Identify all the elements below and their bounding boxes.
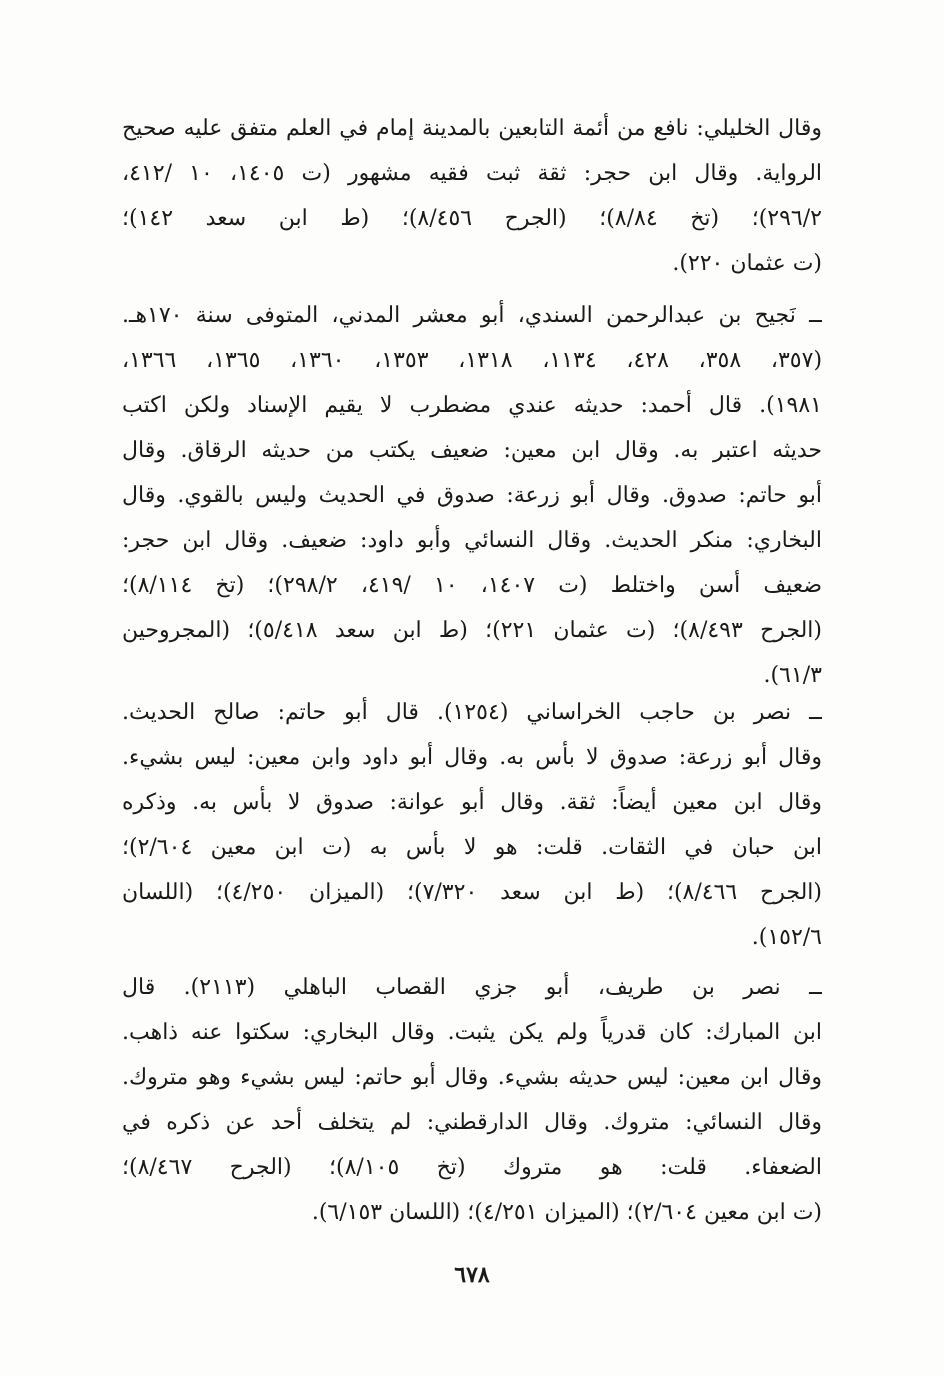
- text-line: ١٩٨١). قال أحمد: حديثه عندي مضطرب لا يقيم الإسناد ولكن اكتب: [122, 393, 822, 418]
- page-number: ٦٧٨: [454, 1262, 490, 1288]
- text-line: حديثه اعتبر به. وقال ابن معين: ضعيف يكتب من حديثه الرقاق. وقال: [122, 438, 822, 463]
- text-line: وقال ابن معين أيضاً: ثقة. وقال أبو عوانة: صدوق لا بأس به. وذكره: [122, 790, 822, 815]
- text-line: (ت عثمان ٢٢٠).: [672, 251, 822, 276]
- text-line: الرواية. وقال ابن حجر: ثقة ثبت فقيه مشهور (ت ١٤٠٥، ١٠ /٤١٢،: [122, 161, 822, 186]
- narrator-entry-nasr-hajib: [122, 690, 822, 960]
- text-line: ــ نَجيح بن عبدالرحمن السندي، أبو معشر المدني، المتوفى سنة ١٧٠هـ.: [122, 303, 822, 328]
- text-line: (٣٥٧، ٣٥٨، ٤٢٨، ١١٣٤، ١٣١٨، ١٣٥٣، ١٣٦٠، ١٣٦٥، ١٣٦٦،: [122, 348, 822, 373]
- text-line: ــ نصر بن حاجب الخراساني (١٢٥٤). قال أبو حاتم: صالح الحديث.: [122, 700, 822, 725]
- text-line: ــ نصر بن طريف، أبو جزي القصاب الباهلي (٢١١٣). قال: [122, 975, 822, 1000]
- text-line: ٢٩٦/٢)؛ (تخ ٨/٨٤)؛ (الجرح ٨/٤٥٦)؛ (ط ابن سعد ١٤٢)؛: [122, 206, 822, 231]
- text-line: وقال أبو زرعة: صدوق لا بأس به. وقال أبو داود وابن معين: ليس بشيء.: [122, 745, 822, 770]
- text-line: ١٥٢/٦).: [751, 925, 822, 950]
- text-line: (ت ابن معين ٢/٦٠٤)؛ (الميزان ٤/٢٥١)؛ (اللسان ٦/١٥٣).: [311, 1200, 822, 1225]
- narrator-entry-nafi: [122, 106, 822, 286]
- narrator-entry-najih: [122, 293, 822, 698]
- text-line: الضعفاء. قلت: هو متروك (تخ ٨/١٠٥)؛ (الجرح ٨/٤٦٧)؛: [122, 1155, 822, 1180]
- text-line: ابن المبارك: كان قدرياً ولم يكن يثبت. وقال البخاري: سكتوا عنه ذاهب.: [122, 1020, 822, 1045]
- text-line: ابن حبان في الثقات. قلت: هو لا بأس به (ت ابن معين ٢/٦٠٤)؛: [122, 835, 822, 860]
- text-line: وقال ابن معين: ليس حديثه بشيء. وقال أبو حاتم: ليس بشيء وهو متروك.: [122, 1065, 822, 1090]
- text-line: البخاري: منكر الحديث. وقال النسائي وأبو داود: ضعيف. وقال ابن حجر:: [122, 528, 822, 553]
- text-line: وقال النسائي: متروك. وقال الدارقطني: لم يتخلف أحد عن ذكره في: [122, 1110, 822, 1135]
- text-line: ضعيف أسن واختلط (ت ١٤٠٧، ١٠ /٤١٩، ٢٩٨/٢)؛ (تخ ٨/١١٤)؛: [122, 573, 822, 598]
- text-line: ٦١/٣).: [763, 663, 822, 688]
- text-line: (الجرح ٨/٤٩٣)؛ (ت عثمان ٢٢١)؛ (ط ابن سعد ٥/٤١٨)؛ (المجروحين: [122, 618, 822, 643]
- narrator-entry-nasr-tarif: [122, 965, 822, 1235]
- text-line: (الجرح ٨/٤٦٦)؛ (ط ابن سعد ٧/٣٢٠)؛ (الميزان ٤/٢٥٠)؛ (اللسان: [122, 880, 822, 905]
- text-line: وقال الخليلي: نافع من أئمة التابعين بالمدينة إمام في العلم متفق عليه صحيح: [122, 116, 822, 141]
- text-line: أبو حاتم: صدوق. وقال أبو زرعة: صدوق في الحديث وليس بالقوي. وقال: [122, 483, 822, 508]
